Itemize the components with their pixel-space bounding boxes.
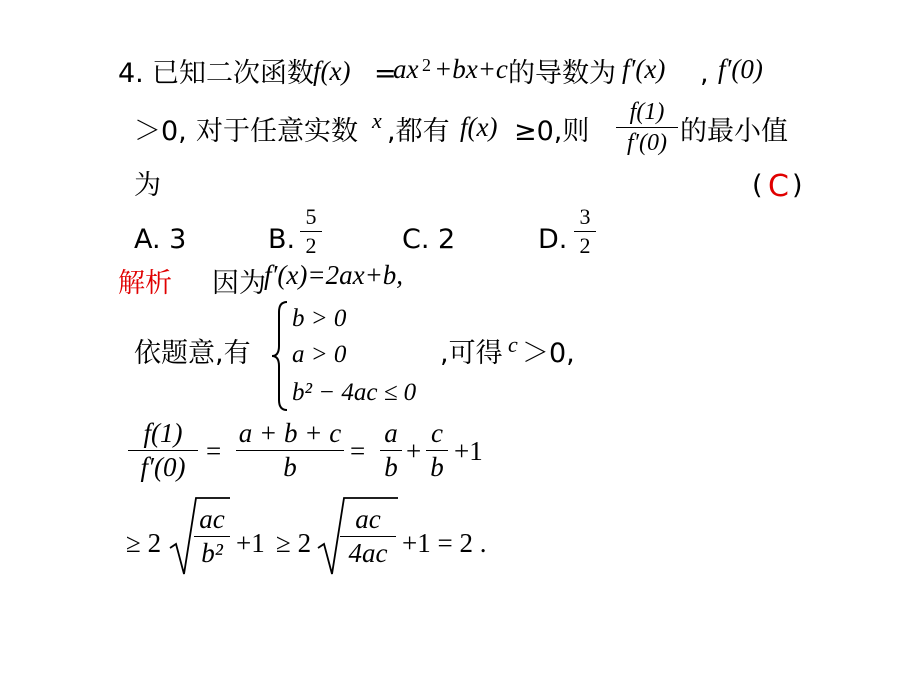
option-b-num: 5	[305, 204, 317, 229]
system-brace	[270, 300, 290, 412]
option-d-den: 2	[579, 233, 591, 258]
poly-sup: 2	[422, 55, 431, 75]
option-a: A. 3	[134, 224, 187, 255]
option-b-fraction	[300, 206, 322, 257]
problem-eq: =	[374, 58, 397, 89]
problem-text-e: 的最小值	[680, 116, 788, 147]
eq-frac-1-bar	[128, 450, 198, 451]
problem-text-c: 对于任意实数	[196, 116, 358, 147]
ineq-tail: +1 = 2 .	[402, 528, 487, 558]
eq-frac-1-den: f′(0)	[140, 452, 186, 482]
eq-frac-2	[236, 420, 344, 481]
condition-3: b² − 4ac ≤ 0	[292, 379, 417, 406]
eq-frac-3	[380, 420, 402, 481]
option-d-label: D.	[538, 224, 568, 255]
condition-2: a > 0	[292, 341, 347, 368]
problem-fraction-num: f(1)	[629, 99, 665, 125]
solution-text-b: 依题意,有	[134, 338, 251, 369]
problem-x: x	[372, 108, 382, 133]
problem-comma: ,	[700, 58, 709, 89]
answer-paren-open: (	[752, 170, 763, 201]
eq-frac-3-bar	[380, 450, 402, 451]
sqrt-1-num: ac	[199, 504, 225, 534]
eq-frac-2-num: a + b + c	[238, 418, 342, 448]
solution-c-var: c	[508, 332, 518, 357]
eq-frac-4-den: b	[430, 452, 444, 482]
eq-equals-1: =	[206, 436, 222, 466]
eq-frac-3-den: b	[384, 452, 398, 482]
problem-fprime-0: f′(0)	[718, 54, 763, 84]
problem-gt0: ＞0,	[134, 116, 187, 147]
poly-b: +bx+c	[434, 54, 508, 84]
problem-fprime-x: f′(x)	[622, 54, 666, 84]
option-b-den: 2	[305, 233, 317, 258]
poly-a: ax	[393, 54, 419, 84]
eq-frac-4-bar	[426, 450, 448, 451]
sqrt-1-den: b²	[201, 538, 223, 568]
solution-label: 解析	[118, 268, 172, 299]
option-b-bar	[300, 231, 322, 232]
eq-frac-4-num: c	[431, 418, 443, 448]
ineq-ge2-2: ≥ 2	[276, 528, 312, 558]
sqrt-1-frac	[194, 506, 230, 567]
problem-text-a: 已知二次函数	[152, 58, 314, 89]
sqrt-2-bar	[340, 536, 396, 537]
problem-fx-2: f(x)	[460, 112, 498, 142]
eq-plus1: +1	[454, 436, 483, 466]
solution-fprime: f′(x)=2ax+b,	[264, 260, 404, 290]
ineq-plus1: +1	[236, 528, 265, 558]
problem-text-d: ,都有	[387, 116, 450, 147]
problem-text-f: 为	[134, 170, 161, 201]
problem-fraction	[616, 100, 678, 155]
eq-frac-4	[426, 420, 448, 481]
problem-number: 4.	[118, 58, 144, 89]
answer-letter: C	[768, 169, 789, 204]
option-b-label: B.	[268, 224, 296, 255]
sqrt-2-num: ac	[355, 504, 381, 534]
solution-gt0: ＞0,	[522, 338, 575, 369]
option-d-fraction	[574, 206, 596, 257]
sqrt-1-bar	[194, 536, 230, 537]
problem-fx: f(x)	[313, 56, 351, 86]
eq-frac-2-bar	[236, 450, 344, 451]
eq-frac-1-num: f(1)	[143, 418, 183, 448]
solution-text-a: 因为	[212, 268, 266, 299]
eq-frac-2-den: b	[283, 452, 297, 482]
problem-fraction-bar	[616, 127, 678, 128]
condition-1: b > 0	[292, 305, 347, 332]
sqrt-2-den: 4ac	[348, 538, 388, 568]
option-d-bar	[574, 231, 596, 232]
solution-text-c: ,可得	[440, 338, 503, 369]
eq-frac-1	[128, 420, 198, 481]
eq-frac-3-num: a	[384, 418, 398, 448]
problem-fraction-den: f′(0)	[627, 130, 667, 156]
option-d-num: 3	[579, 204, 591, 229]
answer-paren-close: )	[792, 170, 803, 201]
option-c: C. 2	[402, 224, 456, 255]
eq-plus: +	[406, 436, 422, 466]
eq-equals-2: =	[350, 436, 366, 466]
problem-text-b: 的导数为	[508, 58, 616, 89]
ineq-ge2-1: ≥ 2	[126, 528, 162, 558]
sqrt-2-frac	[340, 506, 396, 567]
problem-ge0: ≥0,则	[514, 116, 590, 147]
